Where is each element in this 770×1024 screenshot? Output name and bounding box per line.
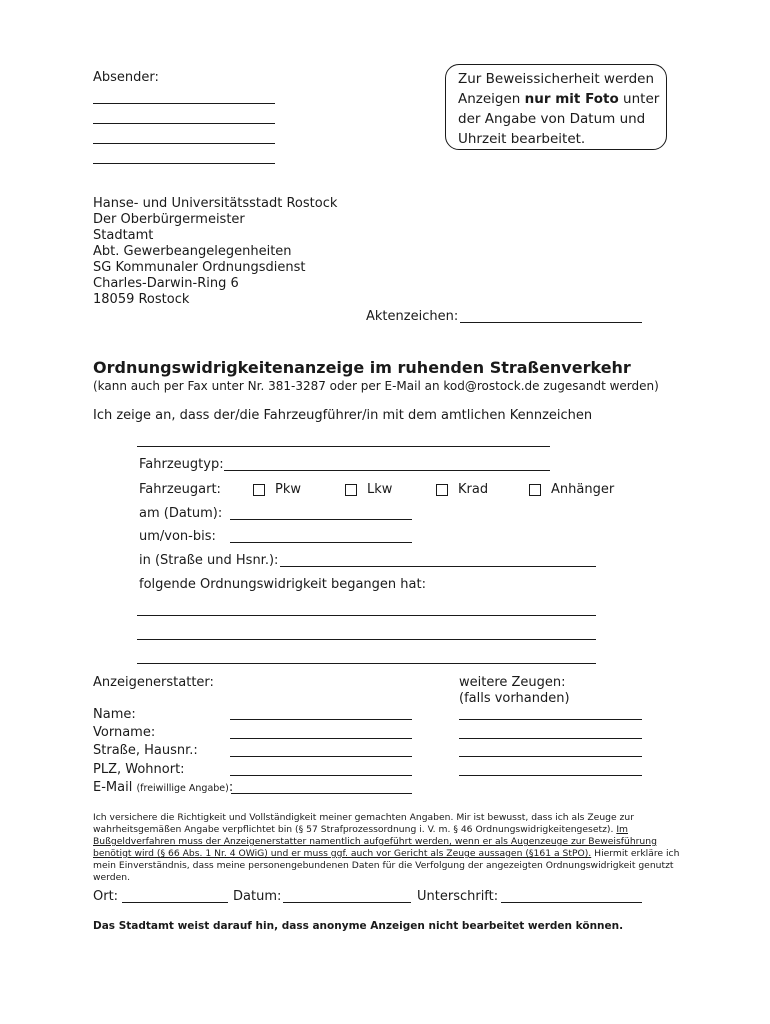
reporter-city-field[interactable] xyxy=(230,775,412,776)
witness-line-1[interactable] xyxy=(459,719,642,720)
license-plate-field[interactable] xyxy=(137,446,550,447)
sender-line-1[interactable] xyxy=(93,103,275,104)
checkbox-lkw[interactable] xyxy=(345,484,357,496)
address-line: 18059 Rostock xyxy=(93,292,190,307)
option-lkw-label: Lkw xyxy=(367,482,393,497)
option-krad-label: Krad xyxy=(458,482,489,497)
location-field[interactable] xyxy=(280,566,596,567)
sign-date-field[interactable] xyxy=(283,902,411,903)
sender-line-2[interactable] xyxy=(93,123,275,124)
photo-notice-box xyxy=(445,64,667,150)
reporter-heading: Anzeigenerstatter: xyxy=(93,675,214,690)
notice-line-3: der Angabe von Datum und xyxy=(458,111,646,127)
notice-line-2-post: unter xyxy=(618,91,660,107)
address-line: Der Oberbürgermeister xyxy=(93,212,245,227)
reference-field[interactable] xyxy=(460,322,642,323)
offense-line-3[interactable] xyxy=(137,663,596,664)
offense-label: folgende Ordnungswidrigkeit begangen hat: xyxy=(139,577,426,592)
option-pkw-label: Pkw xyxy=(275,482,301,497)
declaration-text xyxy=(93,812,683,884)
place-label: Ort: xyxy=(93,889,119,904)
declaration-part-3: Hiermit erkläre ich mein Einverständnis, dass meine personengebundenen Daten für die Verfolgung der angezeigten Ordnungswidrigkeit genutzt werden. xyxy=(93,848,680,883)
reporter-firstname-field[interactable] xyxy=(230,738,412,739)
email-label-text: E-Mail xyxy=(93,780,133,795)
form-title: Ordnungswidrigkeitenanzeige im ruhenden Straßenverkehr xyxy=(93,358,631,377)
declaration-part-1: Ich versichere die Richtigkeit und Vollständigkeit meiner gemachten Angaben. Mir ist bewusst, dass ich als Zeuge zur wahrheitsgemäßen Angabe verpflichtet bin (§ 57 Strafprozessordnung i. V. m. § 46 Ordnungswidrigkeitengesetz). xyxy=(93,812,634,835)
address-line: Charles-Darwin-Ring 6 xyxy=(93,276,239,291)
vehicle-class-label: Fahrzeugart: xyxy=(139,482,221,497)
date-label: am (Datum): xyxy=(139,506,223,521)
notice-line-1: Zur Beweissicherheit werden xyxy=(458,71,655,87)
recipient-address xyxy=(93,196,337,308)
witness-line-4[interactable] xyxy=(459,775,642,776)
time-label: um/von-bis: xyxy=(139,529,216,544)
checkbox-anhaenger[interactable] xyxy=(529,484,541,496)
address-line: SG Kommunaler Ordnungsdienst xyxy=(93,260,306,275)
intro-text: Ich zeige an, dass der/die Fahrzeugführer/in mit dem amtlichen Kennzeichen xyxy=(93,408,593,423)
reporter-street-field[interactable] xyxy=(230,756,412,757)
checkbox-pkw[interactable] xyxy=(253,484,265,496)
email-optional-note: (freiwillige Angabe) xyxy=(136,783,229,794)
address-line: Stadtamt xyxy=(93,228,154,243)
sender-line-3[interactable] xyxy=(93,143,275,144)
vehicle-type-field[interactable] xyxy=(224,470,550,471)
reporter-city-label: PLZ, Wohnort: xyxy=(93,762,185,777)
notice-line-2-bold: nur mit Foto xyxy=(524,91,619,107)
witnesses-heading-line-1: weitere Zeugen: xyxy=(459,675,566,690)
witness-line-3[interactable] xyxy=(459,756,642,757)
address-line: Abt. Gewerbeangelegenheiten xyxy=(93,244,292,259)
reporter-firstname-label: Vorname: xyxy=(93,725,156,740)
address-line: Hanse- und Universitätsstadt Rostock xyxy=(93,196,338,211)
reporter-name-label: Name: xyxy=(93,707,136,722)
signature-label: Unterschrift: xyxy=(417,889,499,904)
vehicle-type-label: Fahrzeugtyp: xyxy=(139,457,224,472)
checkbox-krad[interactable] xyxy=(436,484,448,496)
time-field[interactable] xyxy=(230,542,412,543)
sender-label: Absender: xyxy=(93,70,159,85)
sender-line-4[interactable] xyxy=(93,163,275,164)
notice-line-2 xyxy=(458,89,666,109)
offense-line-2[interactable] xyxy=(137,639,596,640)
offense-line-1[interactable] xyxy=(137,615,596,616)
reporter-email-field[interactable] xyxy=(231,793,412,794)
place-field[interactable] xyxy=(122,902,228,903)
reporter-email-label xyxy=(93,780,233,795)
option-anhaenger-label: Anhänger xyxy=(551,482,615,497)
location-label: in (Straße und Hsnr.): xyxy=(139,553,279,568)
witnesses-heading xyxy=(459,675,570,707)
signature-field[interactable] xyxy=(501,902,642,903)
date-field[interactable] xyxy=(230,519,412,520)
reporter-name-field[interactable] xyxy=(230,719,412,720)
notice-line-2-pre: Anzeigen xyxy=(458,91,525,107)
form-subtitle: (kann auch per Fax unter Nr. 381-3287 oder per E-Mail an kod@rostock.de zugesandt werden) xyxy=(93,379,659,393)
anonymous-notice: Das Stadtamt weist darauf hin, dass anonyme Anzeigen nicht bearbeitet werden können. xyxy=(93,920,624,932)
reference-label: Aktenzeichen: xyxy=(366,309,459,324)
reporter-street-label: Straße, Hausnr.: xyxy=(93,743,198,758)
sign-date-label: Datum: xyxy=(233,889,282,904)
notice-line-4: Uhrzeit bearbeitet. xyxy=(458,131,586,147)
declaration-part-2: Im Bußgeldverfahren muss der Anzeigenerstatter namentlich aufgeführt werden, wenn er als Augenzeuge zur Beweisführung benötigt wird (§ 66 Abs. 1 Nr. 4 OWiG) und er muss ggf. auch vor Gericht als Zeuge aussagen (§161 a StPO). xyxy=(93,824,657,859)
witness-line-2[interactable] xyxy=(459,738,642,739)
email-colon: : xyxy=(228,780,234,795)
witnesses-heading-line-2: (falls vorhanden) xyxy=(459,691,570,706)
